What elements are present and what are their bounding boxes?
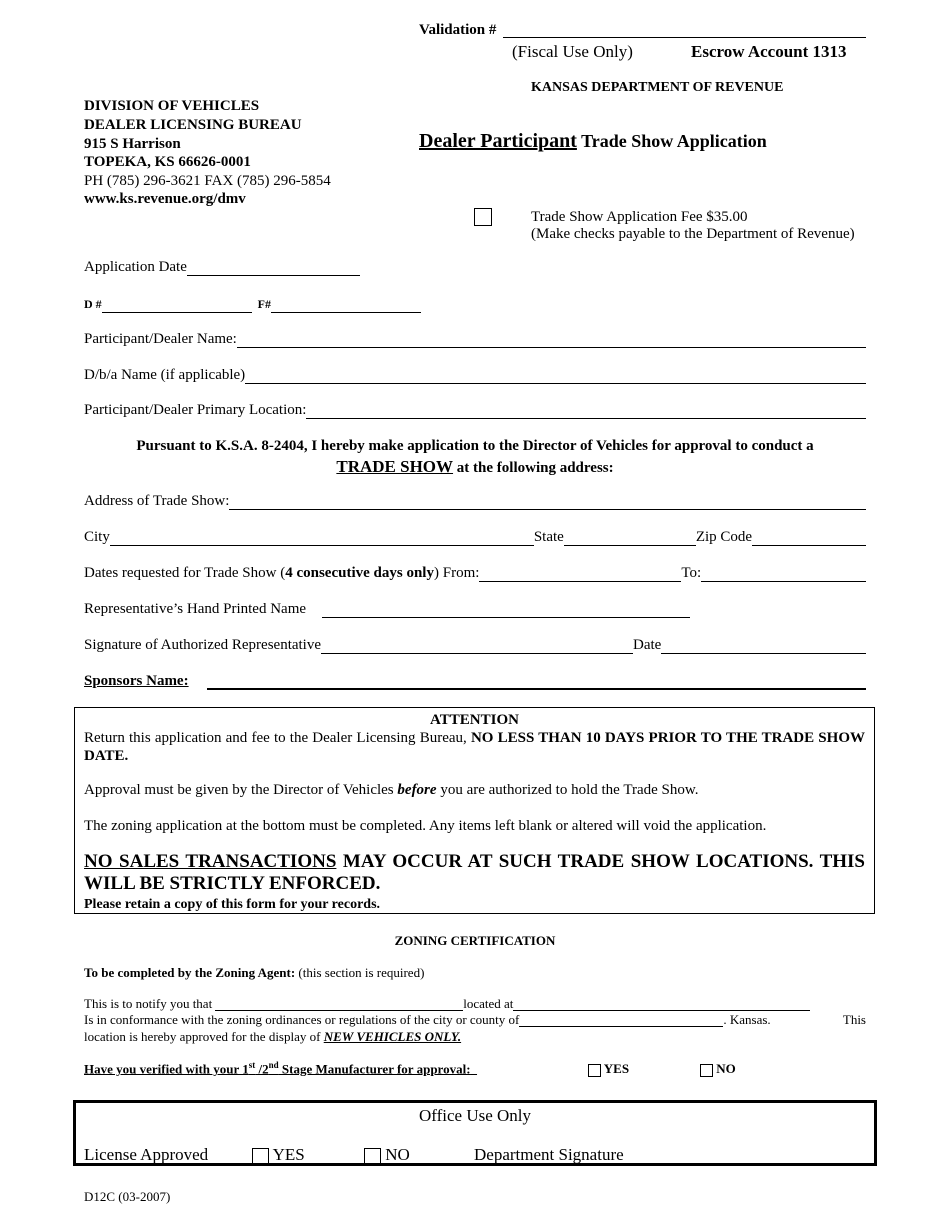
zoning-kansas: . Kansas. bbox=[723, 1012, 771, 1027]
pursuant-line-2-rest: at the following address: bbox=[453, 460, 614, 476]
zoning-county-field[interactable] bbox=[519, 1014, 723, 1027]
validation-label: Validation # bbox=[419, 22, 497, 38]
signature-label: Signature of Authorized Representative bbox=[84, 637, 322, 653]
address-phone-fax: PH (785) 296-3621 FAX (785) 296-5854 bbox=[84, 173, 331, 189]
signature-field[interactable] bbox=[321, 638, 633, 654]
participant-name-row bbox=[84, 331, 866, 348]
address-line-1: DIVISION OF VEHICLES bbox=[84, 98, 260, 114]
rep-name-row bbox=[84, 601, 690, 618]
validation-field[interactable] bbox=[503, 22, 866, 38]
city-label: City bbox=[84, 529, 110, 545]
fee-checkbox[interactable] bbox=[474, 208, 492, 226]
zoning-conformance-label: Is in conformance with the zoning ordinances or regulations of the city or county of bbox=[84, 1012, 520, 1027]
title-rest: Trade Show Application bbox=[576, 131, 767, 151]
escrow-account: Escrow Account 1313 bbox=[691, 42, 847, 61]
attention-box bbox=[74, 707, 875, 914]
trade-show-address-label: Address of Trade Show: bbox=[84, 493, 230, 509]
address-line-4: TOPEKA, KS 66626-0001 bbox=[84, 154, 251, 170]
zoning-approved-note: location is hereby approved for the display of NEW VEHICLES ONLY. bbox=[84, 1029, 462, 1044]
office-use-box bbox=[73, 1100, 877, 1166]
participant-name-field[interactable] bbox=[237, 332, 866, 348]
dates-label: Dates requested for Trade Show (4 consecutive days only) From: bbox=[84, 565, 480, 581]
f-number-field[interactable] bbox=[271, 297, 421, 313]
pursuant-line-2 bbox=[0, 457, 950, 477]
address-line-2: DEALER LICENSING BUREAU bbox=[84, 117, 302, 133]
dba-name-field[interactable] bbox=[245, 368, 866, 384]
d-number-field[interactable] bbox=[102, 297, 252, 313]
state-label: State bbox=[533, 529, 564, 545]
zoning-notify-row bbox=[84, 997, 810, 1011]
department-name: KANSAS DEPARTMENT OF REVENUE bbox=[531, 80, 784, 95]
fee-line-1: Trade Show Application Fee $35.00 bbox=[531, 209, 748, 225]
zoning-this: This bbox=[842, 1012, 866, 1027]
license-no-option[interactable]: NO bbox=[364, 1145, 410, 1165]
office-use-title: Office Use Only bbox=[418, 1106, 532, 1125]
license-numbers-row bbox=[84, 296, 421, 313]
application-date-field[interactable] bbox=[187, 260, 360, 276]
f-number-label: F# bbox=[257, 297, 272, 311]
department-signature-label: Department Signature bbox=[474, 1145, 624, 1164]
license-approved-label: License Approved bbox=[84, 1145, 209, 1164]
manufacturer-yes-checkbox[interactable] bbox=[588, 1064, 601, 1077]
license-yes-option[interactable]: YES bbox=[252, 1145, 305, 1165]
address-website: www.ks.revenue.org/dmv bbox=[84, 191, 246, 207]
form-title bbox=[419, 130, 767, 153]
city-field[interactable] bbox=[110, 530, 534, 546]
application-date-row bbox=[84, 259, 360, 276]
zoning-location-field[interactable] bbox=[513, 998, 810, 1011]
zoning-agent-note: To be completed by the Zoning Agent: (this section is required) bbox=[84, 965, 425, 980]
attention-no-sales-warning: NO SALES TRANSACTIONS MAY OCCUR AT SUCH TRADE SHOW LOCATIONS. THIS WILL BE STRICTLY ENFORCED. bbox=[84, 851, 865, 894]
address-line-3: 915 S Harrison bbox=[84, 136, 181, 152]
primary-location-row bbox=[84, 402, 866, 419]
attention-heading: ATTENTION bbox=[430, 712, 519, 728]
rep-name-field[interactable] bbox=[322, 602, 690, 618]
attention-approval-note: Approval must be given by the Director of Vehicles before you are authorized to hold the Trade Show. bbox=[84, 782, 699, 798]
zoning-located-label: located at bbox=[463, 996, 514, 1011]
city-state-zip-row bbox=[84, 529, 866, 546]
attention-zoning-note: The zoning application at the bottom must be completed. Any items left blank or altered will void the application. bbox=[84, 818, 767, 834]
fee-line-2: (Make checks payable to the Department of Revenue) bbox=[531, 226, 855, 242]
sponsors-label: Sponsors Name: bbox=[84, 673, 189, 689]
dates-from-field[interactable] bbox=[479, 566, 681, 582]
zip-field[interactable] bbox=[752, 530, 866, 546]
zip-label: Zip Code bbox=[695, 529, 753, 545]
primary-location-label: Participant/Dealer Primary Location: bbox=[84, 402, 307, 418]
sponsors-field[interactable] bbox=[207, 673, 866, 690]
trade-show-address-field[interactable] bbox=[229, 494, 866, 510]
license-no-checkbox[interactable] bbox=[364, 1148, 381, 1165]
department-signature-field[interactable] bbox=[626, 1145, 866, 1164]
zoning-conformance-row bbox=[84, 1013, 866, 1027]
zoning-heading: ZONING CERTIFICATION bbox=[394, 933, 556, 948]
zoning-dealer-field[interactable] bbox=[215, 998, 463, 1011]
dates-to-label: To: bbox=[681, 565, 702, 581]
dates-to-field[interactable] bbox=[701, 566, 866, 582]
application-date-label: Application Date bbox=[84, 259, 187, 275]
d-number-label: D # bbox=[84, 297, 102, 311]
fiscal-use-note: (Fiscal Use Only) bbox=[512, 42, 633, 61]
sponsors-row bbox=[84, 673, 866, 690]
manufacturer-no-checkbox[interactable] bbox=[700, 1064, 713, 1077]
trade-show-emphasis: TRADE SHOW bbox=[336, 457, 454, 476]
manufacturer-verified-question: Have you verified with your 1st /2nd Stage Manufacturer for approval: bbox=[84, 1060, 471, 1077]
manufacturer-yes-option[interactable]: YES bbox=[588, 1061, 629, 1077]
attention-retain-copy: Please retain a copy of this form for your records. bbox=[84, 897, 381, 912]
manufacturer-no-option[interactable]: NO bbox=[700, 1061, 736, 1077]
form-id: D12C (03-2007) bbox=[84, 1189, 171, 1204]
attention-return-instructions: Return this application and fee to the Dealer Licensing Bureau, NO LESS THAN 10 DAYS PRIOR TO THE TRADE SHOW DATE. bbox=[84, 730, 865, 764]
trade-show-address-row bbox=[84, 493, 866, 510]
license-yes-checkbox[interactable] bbox=[252, 1148, 269, 1165]
signature-date-label: Date bbox=[633, 637, 662, 653]
signature-row bbox=[84, 637, 866, 654]
zoning-notify-label: This is to notify you that bbox=[84, 996, 213, 1011]
participant-name-label: Participant/Dealer Name: bbox=[84, 331, 237, 347]
dates-row bbox=[84, 565, 866, 582]
pursuant-line-1: Pursuant to K.S.A. 8-2404, I hereby make application to the Director of Vehicles for approval to conduct a bbox=[136, 438, 814, 454]
title-dealer-participant: Dealer Participant bbox=[419, 130, 577, 152]
primary-location-field[interactable] bbox=[306, 403, 866, 419]
dba-name-label: D/b/a Name (if applicable) bbox=[84, 367, 246, 383]
dba-name-row bbox=[84, 367, 866, 384]
state-field[interactable] bbox=[564, 530, 696, 546]
signature-date-field[interactable] bbox=[661, 638, 866, 654]
rep-name-label: Representative’s Hand Printed Name bbox=[84, 601, 307, 617]
